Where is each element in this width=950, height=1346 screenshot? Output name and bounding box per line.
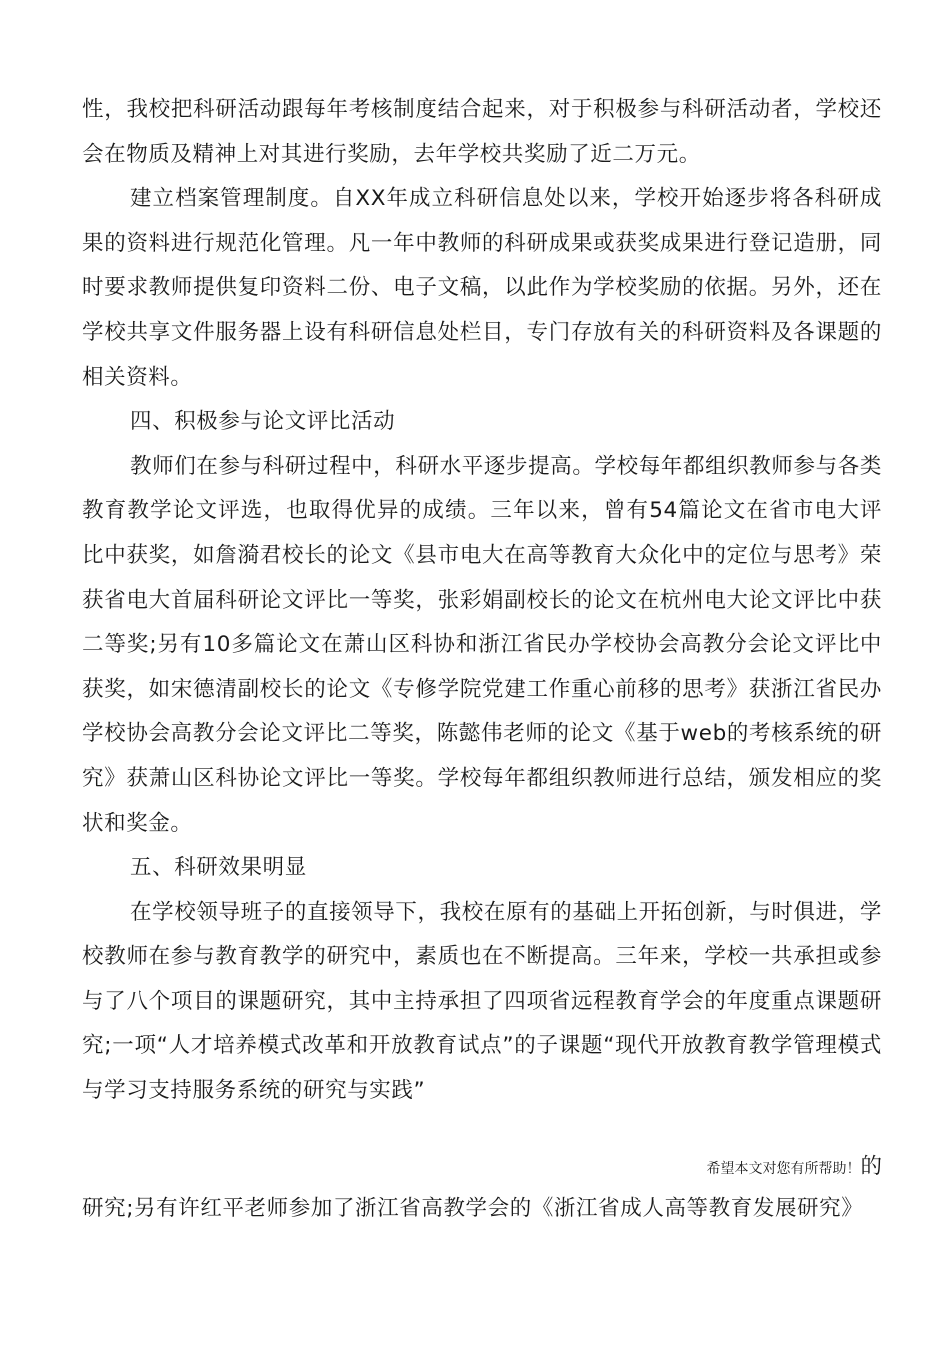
footer-tail-char: 的 [860, 1154, 882, 1179]
paragraph-research-results: 在学校领导班子的直接领导下，我校在原有的基础上开拓创新，与时俱进，学校教师在参与教育教学的研究中，素质也在不断提高。三年来，学校一共承担或参与了八个项目的课题研究，其中主持承担了四项省远程教育学会的年度重点课题研究;一项“人才培养模式改革和开放教育试点”的子课题“现代开放教育教学管理模式与学习支持服务系统的研究与实践” [82, 899, 882, 1104]
paragraph-paper-awards: 教师们在参与科研过程中，科研水平逐步提高。学校每年都组织教师参与各类教育教学论文评选，也取得优异的成绩。三年以来，曾有54篇论文在省市电大评比中获奖，如詹漪君校长的论文《县市电大在高等教育大众化中的定位与思考》荣获省电大首届科研论文评比一等奖，张彩娟副校长的论文在杭州电大论文评比中获二等奖;另有10多篇论文在萧山区科协和浙江省民办学校协会高教分会论文评比中获奖，如宋德清副校长的论文《专修学院党建工作重心前移的思考》获浙江省民办学校协会高教分会论文评比二等奖，陈懿伟老师的论文《基于web的考核系统的研究》获萧山区科协论文评比一等奖。学校每年都组织教师进行总结，颁发相应的奖状和奖金。 [82, 453, 882, 836]
section-heading-4: 四、积极参与论文评比活动 [130, 409, 396, 435]
footer-note-line [82, 1150, 882, 1184]
document-body [82, 88, 882, 1114]
paragraph-archive-management: 建立档案管理制度。自XX年成立科研信息处以来，学校开始逐步将各科研成果的资料进行规范化管理。凡一年中教师的科研成果或获奖成果进行登记造册，同时要求教师提供复印资料二份、电子文稿，以此作为学校奖励的依据。另外，还在学校共享文件服务器上设有科研信息处栏目，专门存放有关的科研资料及各课题的相关资料。 [82, 186, 882, 390]
paragraph-continued: 性，我校把科研活动跟每年考核制度结合起来，对于积极参与科研活动者，学校还会在物质及精神上对其进行奖励，去年学校共奖励了近二万元。 [82, 97, 882, 167]
section-heading-5: 五、科研效果明显 [130, 855, 307, 881]
footer-note: 希望本文对您有所帮助！ [706, 1161, 861, 1177]
continuation-line: 研究;另有许红平老师参加了浙江省高教学会的《浙江省成人高等教育发展研究》 [82, 1196, 864, 1221]
